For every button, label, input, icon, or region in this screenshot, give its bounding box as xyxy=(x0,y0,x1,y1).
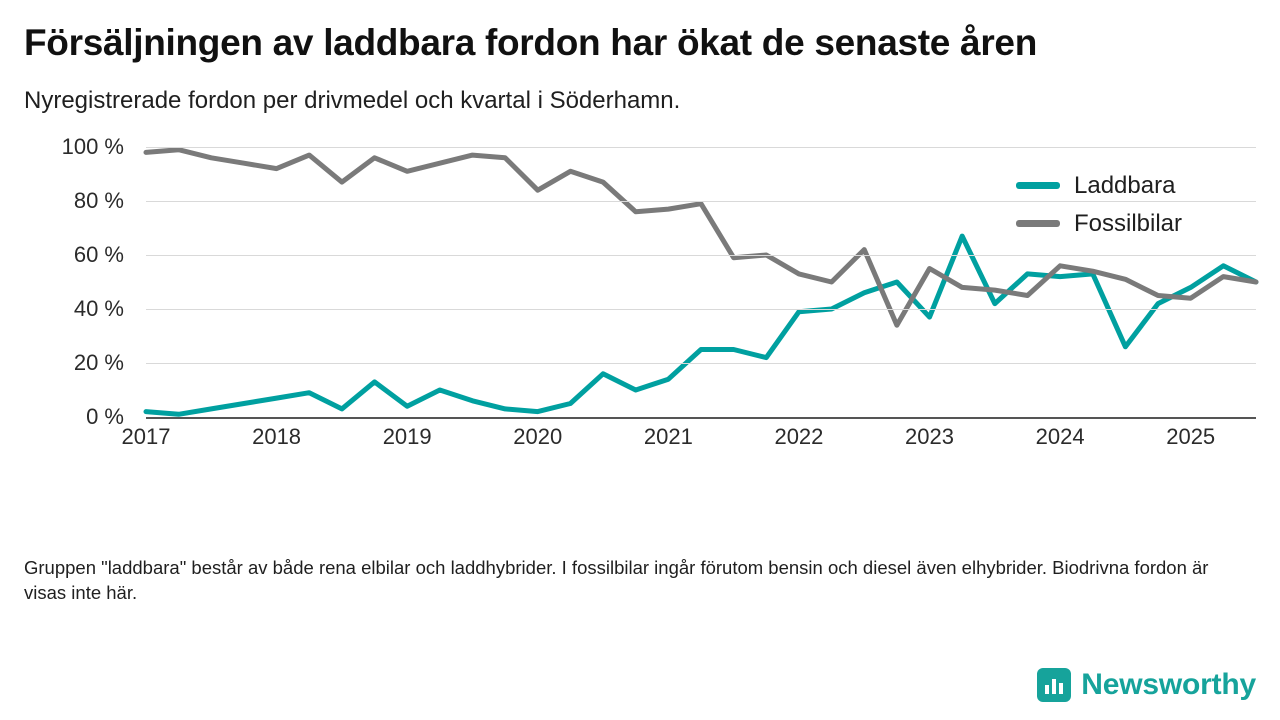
x-tick-label: 2017 xyxy=(121,423,171,449)
gridline xyxy=(146,309,1256,310)
y-tick-label: 60 % xyxy=(73,241,124,267)
gridline xyxy=(146,363,1256,364)
legend-item xyxy=(1016,167,1246,205)
bar-chart-icon xyxy=(1037,668,1071,702)
y-tick-label: 100 % xyxy=(61,133,124,159)
legend-label-laddbara: Laddbara xyxy=(1074,171,1176,199)
chart-container xyxy=(24,129,1256,459)
x-tick-label: 2024 xyxy=(1035,423,1085,449)
page-subtitle: Nyregistrerade fordon per drivmedel och kvartal i Söderhamn. xyxy=(24,86,681,114)
x-tick-label: 2019 xyxy=(382,423,432,449)
x-tick-label: 2022 xyxy=(774,423,824,449)
x-axis-labels xyxy=(121,423,1256,458)
y-tick-label: 80 % xyxy=(73,187,124,213)
x-tick-label: 2020 xyxy=(513,423,563,449)
page-title: Försäljningen av laddbara fordon har ökat de senaste åren xyxy=(24,22,1038,63)
legend-swatch-fossilbilar xyxy=(1016,220,1060,227)
y-tick-label: 0 % xyxy=(86,403,124,429)
legend-swatch-laddbara xyxy=(1016,182,1060,189)
x-tick-label: 2025 xyxy=(1166,423,1216,449)
x-tick-label: 2023 xyxy=(905,423,954,449)
x-tick-label: 2018 xyxy=(252,423,302,449)
gridline xyxy=(146,147,1256,148)
y-tick-label: 40 % xyxy=(73,295,124,321)
x-axis-line xyxy=(146,417,1256,419)
brand-logo xyxy=(1037,668,1256,702)
legend-item xyxy=(1016,205,1246,243)
gridline xyxy=(146,255,1256,256)
y-tick-label: 20 % xyxy=(73,349,124,375)
legend-label-fossilbilar: Fossilbilar xyxy=(1074,209,1183,237)
x-tick-label: 2021 xyxy=(643,423,693,449)
chart-footnote: Gruppen "laddbara" består av både rena elbilar och laddhybrider. I fossilbilar ingår förutom bensin och diesel även elhybrider. Biodrivna fordon är visas inte här. xyxy=(24,557,1209,603)
line-series-laddbara xyxy=(146,236,1256,414)
chart-legend xyxy=(1016,167,1246,243)
y-axis-labels xyxy=(24,133,136,429)
brand-name: Newsworthy xyxy=(1081,668,1256,701)
